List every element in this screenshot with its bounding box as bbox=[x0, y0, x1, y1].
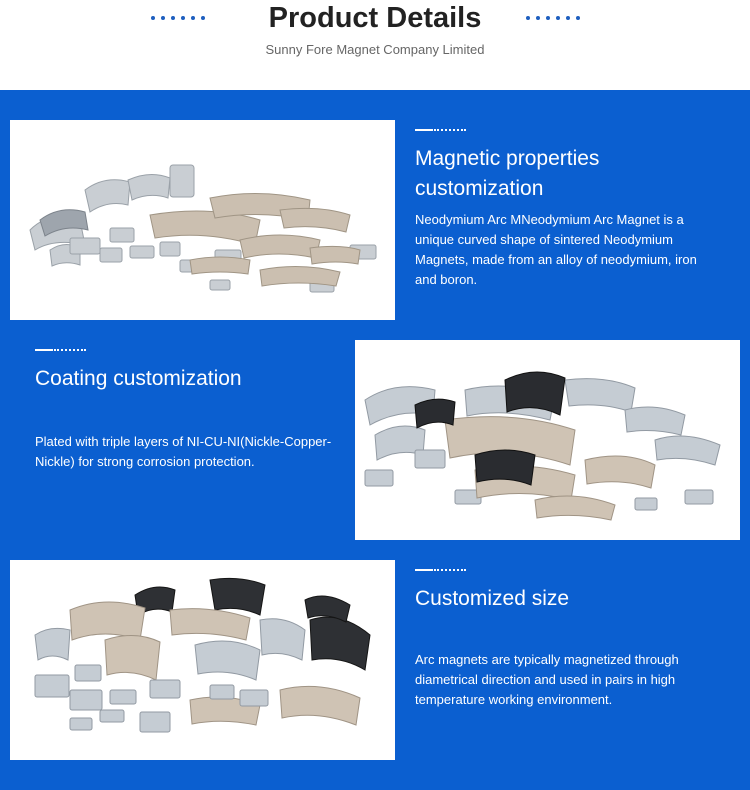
section-description: Plated with triple layers of NI-CU-NI(Nickle-Copper-Nickle) for strong corrosion protection. bbox=[35, 434, 332, 469]
arc-magnets-photo-2 bbox=[355, 340, 740, 540]
magnets-illustration bbox=[10, 120, 395, 320]
page-title: Product Details bbox=[268, 2, 482, 34]
section-description: Neodymium Arc MNeodymium Arc Magnet is a unique curved shape of sintered Neodymium Magnets, made from an alloy of neodymium, iron and boron. bbox=[415, 212, 697, 287]
decorative-dots-right bbox=[526, 16, 580, 20]
section-divider bbox=[35, 348, 335, 352]
magnets-illustration bbox=[10, 560, 395, 760]
section-heading: Coating customization bbox=[35, 367, 242, 390]
product-details-panel bbox=[0, 90, 750, 790]
section-coating bbox=[35, 348, 335, 472]
section-customized-size bbox=[415, 568, 715, 710]
page-header bbox=[0, 0, 750, 90]
section-divider bbox=[415, 568, 715, 572]
section-heading: Magnetic properties customization bbox=[415, 147, 600, 200]
section-divider bbox=[415, 128, 715, 132]
section-description: Arc magnets are typically magnetized through diametrical direction and used in pairs in high temperature working environment. bbox=[415, 652, 679, 707]
company-name: Sunny Fore Magnet Company Limited bbox=[265, 42, 485, 57]
magnets-illustration bbox=[355, 340, 740, 540]
arc-magnets-photo-3 bbox=[10, 560, 395, 760]
arc-magnets-photo-1 bbox=[10, 120, 395, 320]
section-magnetic-properties bbox=[415, 128, 715, 290]
section-heading: Customized size bbox=[415, 587, 570, 610]
